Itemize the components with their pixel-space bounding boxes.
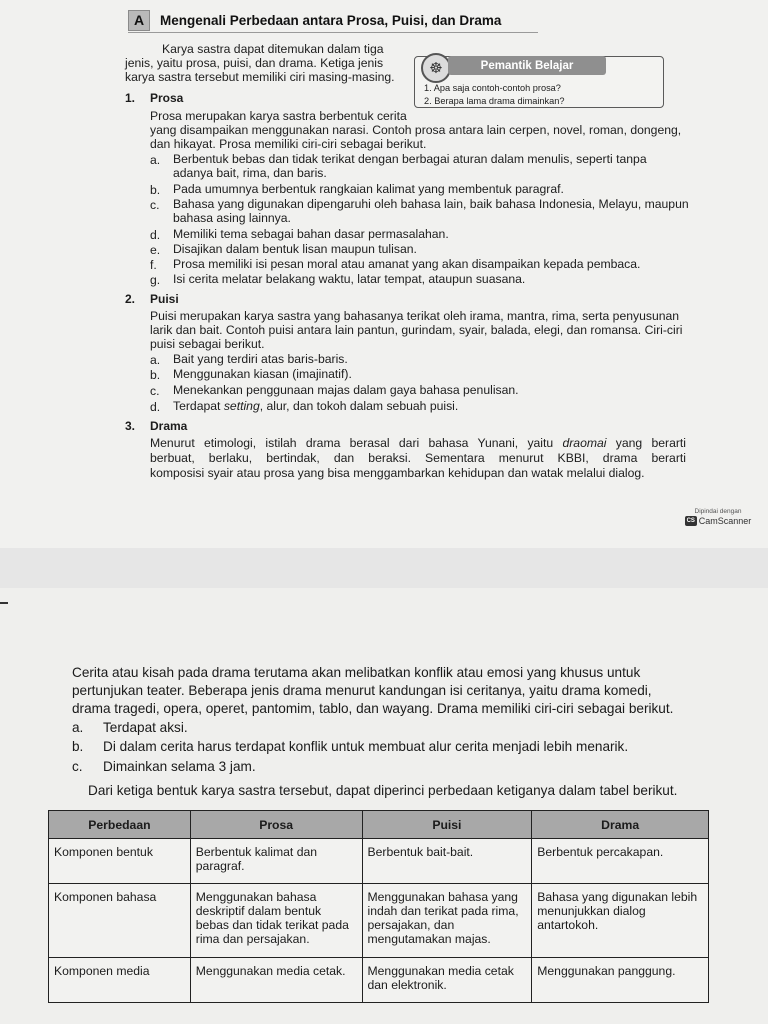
intro-line-2: jenis, yaitu prosa, puisi, dan drama. Ketiga jenis [125,56,384,70]
puisi-item-d-marker: d. [150,400,161,414]
intro-line-1: Karya sastra dapat ditemukan dalam tiga [162,42,384,56]
intro-line-3: karya sastra tersebut memiliki ciri masing-masing. [125,70,395,84]
prosa-para-line-1: Prosa merupakan karya sastra berbentuk cerita [150,109,407,123]
camscanner-logo-icon: CS [686,518,695,524]
puisi-para-line-1: Puisi merupakan karya sastra yang bahasanya terikat oleh irama, mantra, rima, serta penyusunan [150,309,680,323]
puisi-para-line-3: puisi sebagai berikut. [150,337,265,351]
table-header-drama: Drama [532,811,709,839]
drama-cont-line-1: Cerita atau kisah pada drama terutama akan melibatkan konflik atau emosi yang khusus untuk [72,665,641,680]
prosa-item-d-text: Memiliki tema sebagai bahan dasar permasalahan. [173,227,449,241]
table-cell: Berbentuk kalimat dan paragraf. [190,839,362,884]
table-cell: Menggunakan bahasa deskriptif dalam bentuk bebas dan tidak terikat pada rima dan persajakan. [190,884,362,958]
puisi-item-b-text: Menggunakan kiasan (imajinatif). [173,367,352,381]
table-cell: Komponen media [49,958,191,1003]
prosa-item-f-marker: f. [150,258,157,272]
table-cell: Komponen bahasa [49,884,191,958]
pemantik-question-2: 2. Berapa lama drama dimainkan? [424,96,565,106]
drama-item-a-text: Terdapat aksi. [103,720,188,735]
table-cell: Menggunakan bahasa yang indah dan terikat pada rima, persajakan, dan mengutamakan majas. [362,884,532,958]
prosa-item-b-text: Pada umumnya berbentuk rangkaian kalimat yang membentuk paragraf. [173,182,564,196]
table-cell: Berbentuk bait-bait. [362,839,532,884]
table-header-prosa: Prosa [190,811,362,839]
page-gap [0,548,768,588]
prosa-item-c-line-1: Bahasa yang digunakan dipengaruhi oleh bahasa lain, baik bahasa Indonesia, Melayu, maupun [173,197,689,211]
page-edge-mark [0,602,8,604]
table-header-puisi: Puisi [362,811,532,839]
section-title: Mengenali Perbedaan antara Prosa, Puisi, dan Drama [160,12,502,28]
table-cell: Bahasa yang digunakan lebih menunjukkan dialog antartokoh. [532,884,709,958]
section-letter-badge: A [128,10,150,31]
scanner-name: CamScanner [698,516,752,526]
puisi-item-a-marker: a. [150,353,161,367]
prosa-para-line-3: dan hikayat. Prosa memiliki ciri-ciri sebagai berikut. [150,137,427,151]
prosa-heading: Prosa [150,91,184,105]
prosa-item-e-text: Disajikan dalam bentuk lisan maupun tulisan. [173,242,417,256]
drama-cont-line-3: drama tragedi, opera, operet, pantomim, tablo, dan wayang. Drama memiliki ciri-ciri sebagai berikut. [72,701,674,716]
drama-cont-line-2: pertunjukan teater. Beberapa jenis drama menurut kandungan isi ceritanya, yaitu drama komedi, [72,683,652,698]
prosa-item-g-text: Isi cerita melatar belakang waktu, latar tempat, ataupun suasana. [173,272,526,286]
table-header-perbedaan: Perbedaan [49,811,191,839]
prosa-number: 1. [125,91,136,105]
table-row [49,839,709,884]
pemantik-question-1: 1. Apa saja contoh-contoh prosa? [424,83,561,93]
prosa-item-d-marker: d. [150,228,161,242]
table-cell: Menggunakan media cetak dan elektronik. [362,958,532,1003]
brain-icon: ☸ [421,53,451,83]
table-intro: Dari ketiga bentuk karya sastra tersebut, dapat diperinci perbedaan ketiganya dalam tabel berikut. [88,783,678,798]
drama-para-line-3: komposisi syair atau prosa yang bisa menggambarkan kehidupan dan watak melalui dialog. [150,466,645,480]
puisi-item-b-marker: b. [150,368,161,382]
prosa-item-c-marker: c. [150,198,160,212]
drama-item-c-text: Dimainkan selama 3 jam. [103,759,256,774]
prosa-para-line-2: yang disampaikan menggunakan narasi. Contoh prosa antara lain cerpen, novel, roman, dongeng, [150,123,682,137]
puisi-item-d-text: Terdapat setting, alur, dan tokoh dalam sebuah puisi. [173,399,459,413]
prosa-item-e-marker: e. [150,243,161,257]
drama-number: 3. [125,419,136,433]
section-divider [128,32,538,33]
table-cell: Berbentuk percakapan. [532,839,709,884]
prosa-item-a-line-1: Berbentuk bebas dan tidak terikat dengan berbagai aturan dalam menulis, seperti tanpa [173,152,647,166]
drama-item-a-marker: a. [72,720,84,735]
puisi-item-a-text: Bait yang terdiri atas baris-baris. [173,352,348,366]
puisi-item-c-text: Menekankan penggunaan majas dalam gaya bahasa penulisan. [173,383,519,397]
prosa-item-c-line-2: bahasa asing lainnya. [173,211,291,225]
prosa-item-a-line-2: adanya bait, rima, dan baris. [173,166,327,180]
table-cell: Menggunakan panggung. [532,958,709,1003]
drama-para-line-1: Menurut etimologi, istilah drama berasal dari bahasa Yunani, yaitu draomai yang berarti [150,436,686,450]
puisi-number: 2. [125,292,136,306]
table-header-row [49,811,709,839]
prosa-item-b-marker: b. [150,183,161,197]
puisi-item-c-marker: c. [150,384,160,398]
table-cell: Komponen bentuk [49,839,191,884]
puisi-para-line-2: larik dan bait. Contoh puisi antara lain pantun, gurindam, syair, balada, elegi, dan romansa. Ciri-ciri [150,323,683,337]
pemantik-title: Pemantik Belajar [448,56,606,75]
drama-para-line-2: berbuat, berlaku, bertindak, dan beraksi. Sementara menurut KBBI, drama berarti [150,451,686,465]
puisi-heading: Puisi [150,292,179,306]
table-cell: Menggunakan media cetak. [190,958,362,1003]
drama-item-c-marker: c. [72,759,83,774]
drama-item-b-text: Di dalam cerita harus terdapat konflik untuk membuat alur cerita menjadi lebih menarik. [103,739,629,754]
drama-heading: Drama [150,419,188,433]
scanner-caption: Dipindai dengan [694,508,742,515]
drama-item-b-marker: b. [72,739,84,754]
comparison-table [48,810,709,1003]
prosa-item-f-text: Prosa memiliki isi pesan moral atau amanat yang akan disampaikan kepada pembaca. [173,257,641,271]
prosa-item-a-marker: a. [150,153,161,167]
prosa-item-g-marker: g. [150,273,161,287]
table-row [49,958,709,1003]
section-header [128,9,688,31]
table-row [49,884,709,958]
camscanner-watermark [680,508,756,526]
